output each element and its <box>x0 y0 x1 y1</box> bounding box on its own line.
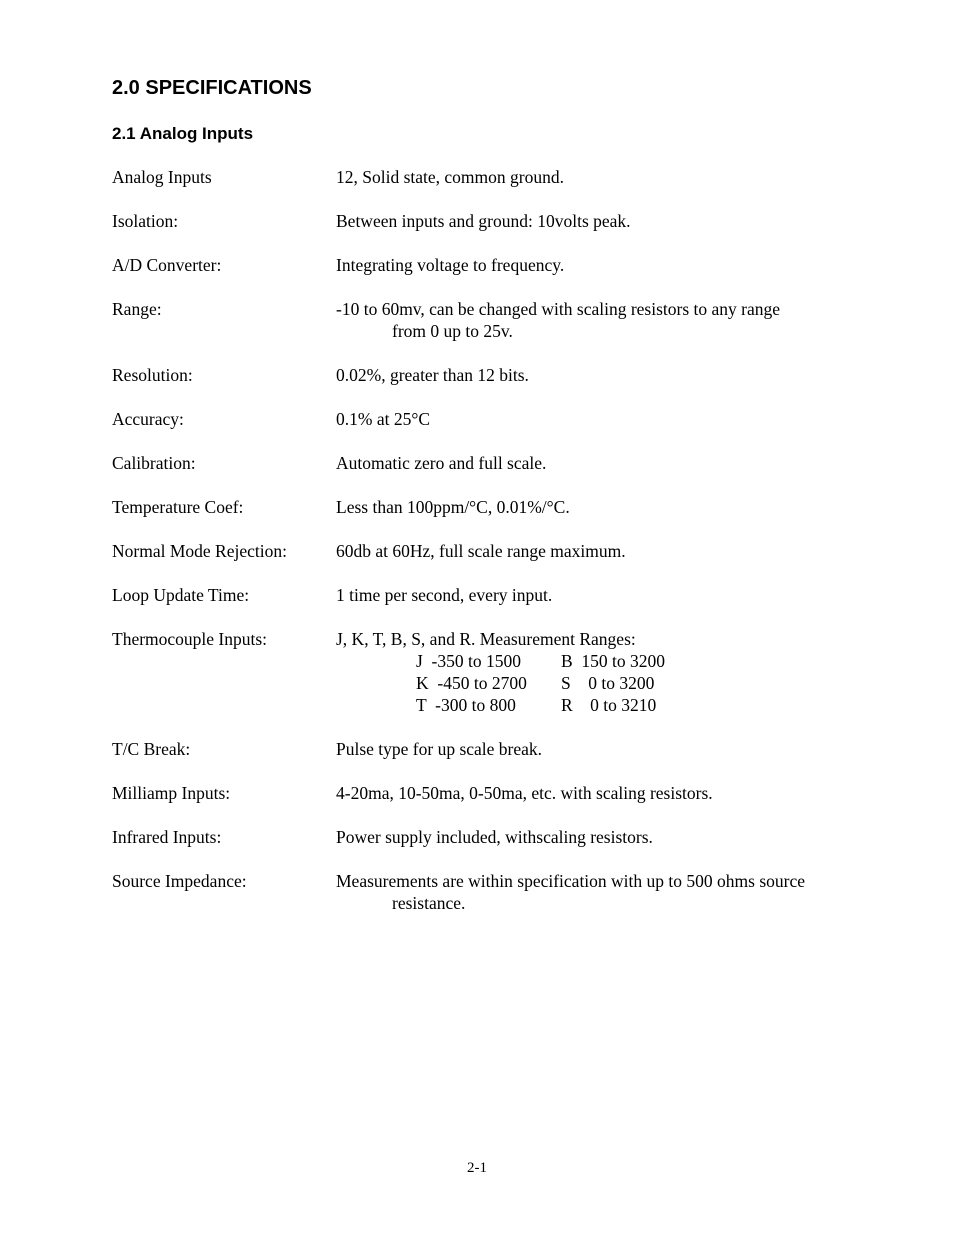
spec-value <box>336 452 872 474</box>
spec-value <box>336 166 872 188</box>
spec-label: Temperature Coef: <box>112 497 244 517</box>
spec-value-line: -10 to 60mv, can be changed with scaling resistors to any range <box>336 299 781 319</box>
spec-value-line: Less than 100ppm/°C, 0.01%/°C. <box>336 497 570 517</box>
spec-value <box>336 782 872 804</box>
spec-list <box>112 166 872 936</box>
thermocouple-range: R 0 to 3210 <box>561 695 657 715</box>
spec-label: Infrared Inputs: <box>112 827 222 847</box>
thermocouple-range-line <box>336 650 872 672</box>
page-number: 2-1 <box>467 1160 487 1176</box>
spec-label: T/C Break: <box>112 739 191 759</box>
spec-label: Loop Update Time: <box>112 585 250 605</box>
spec-label: Range: <box>112 299 162 319</box>
section-heading: 2.0 SPECIFICATIONS <box>112 77 312 99</box>
thermocouple-range: K -450 to 2700 <box>416 673 527 693</box>
spec-value <box>336 870 872 914</box>
thermocouple-intro: J, K, T, B, S, and R. Measurement Ranges: <box>336 629 636 649</box>
spec-value <box>336 540 872 562</box>
spec-value <box>336 408 872 430</box>
spec-value-line: 60db at 60Hz, full scale range maximum. <box>336 541 626 561</box>
spec-row <box>112 496 872 518</box>
spec-value <box>336 738 872 760</box>
subsection-heading: 2.1 Analog Inputs <box>112 124 254 143</box>
spec-label: Source Impedance: <box>112 871 247 891</box>
spec-value <box>336 826 872 848</box>
spec-value-line: Integrating voltage to frequency. <box>336 255 565 275</box>
spec-row <box>112 452 872 474</box>
thermocouple-row <box>112 628 872 716</box>
spec-label: Isolation: <box>112 211 179 231</box>
spec-value-line: 4-20ma, 10-50ma, 0-50ma, etc. with scaling resistors. <box>336 783 713 803</box>
spec-value-line: Power supply included, withscaling resistors. <box>336 827 653 847</box>
spec-value-continuation: from 0 up to 25v. <box>392 321 513 341</box>
spec-row <box>112 870 872 914</box>
spec-value-line: 0.1% at 25°C <box>336 409 431 429</box>
spec-label: Resolution: <box>112 365 193 385</box>
spec-row <box>112 364 872 386</box>
spec-row <box>112 826 872 848</box>
thermocouple-range: S 0 to 3200 <box>561 673 655 693</box>
spec-value-line: 12, Solid state, common ground. <box>336 167 564 187</box>
spec-value <box>336 210 872 232</box>
spec-value <box>336 254 872 276</box>
spec-row <box>112 210 872 232</box>
spec-label: Accuracy: <box>112 409 184 429</box>
spec-value-line: Pulse type for up scale break. <box>336 739 543 759</box>
spec-value-line: 1 time per second, every input. <box>336 585 553 605</box>
spec-row <box>112 584 872 606</box>
spec-label: Milliamp Inputs: <box>112 783 231 803</box>
spec-value-line: 0.02%, greater than 12 bits. <box>336 365 529 385</box>
thermocouple-range-line <box>336 694 872 716</box>
spec-label: Thermocouple Inputs: <box>112 629 268 649</box>
spec-row <box>112 408 872 430</box>
spec-value <box>336 584 872 606</box>
spec-value-line: Between inputs and ground: 10volts peak. <box>336 211 631 231</box>
spec-row <box>112 540 872 562</box>
spec-row <box>112 166 872 188</box>
spec-row <box>112 738 872 760</box>
spec-label: A/D Converter: <box>112 255 222 275</box>
spec-value-continuation: resistance. <box>392 893 466 913</box>
spec-value <box>336 628 872 716</box>
spec-value <box>336 298 872 342</box>
spec-row <box>112 298 872 342</box>
spec-label: Normal Mode Rejection: <box>112 541 287 561</box>
thermocouple-range: B 150 to 3200 <box>561 651 666 671</box>
spec-value <box>336 496 872 518</box>
spec-value-line: Measurements are within specification with up to 500 ohms source <box>336 871 805 891</box>
spec-row <box>112 782 872 804</box>
spec-value <box>336 364 872 386</box>
spec-label: Calibration: <box>112 453 196 473</box>
thermocouple-range: T -300 to 800 <box>416 695 516 715</box>
spec-value-line: Automatic zero and full scale. <box>336 453 547 473</box>
thermocouple-range-line <box>336 672 872 694</box>
thermocouple-range: J -350 to 1500 <box>416 651 521 671</box>
spec-label: Analog Inputs <box>112 167 212 187</box>
spec-row <box>112 254 872 276</box>
